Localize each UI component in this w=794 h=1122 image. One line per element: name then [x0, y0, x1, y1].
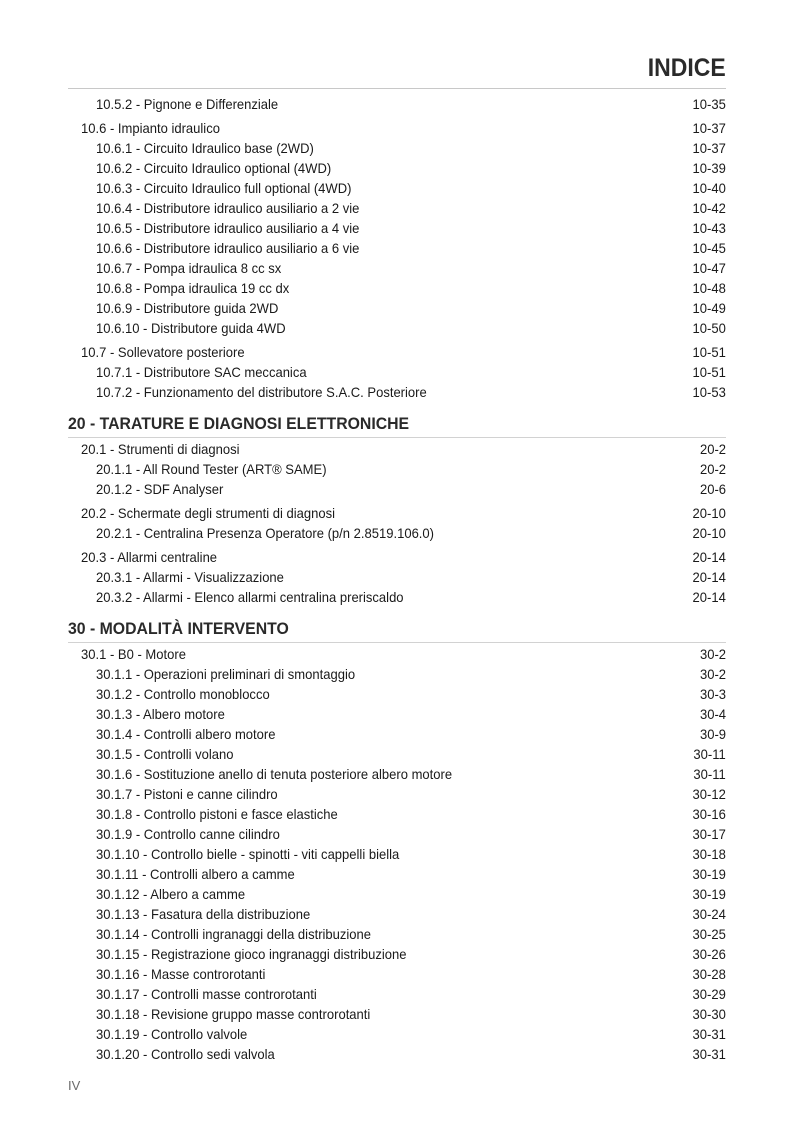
toc-entry-title: 30.1.11 - Controlli albero a camme	[96, 866, 295, 882]
toc-entry-title: 20.3 - Allarmi centraline	[81, 549, 218, 565]
toc-entry-page: 10-51	[692, 364, 726, 380]
toc-entry-page: 30-2	[699, 666, 726, 682]
toc-entry-title: 20.1.1 - All Round Tester (ART® SAME)	[96, 461, 327, 477]
toc-entry-title: 30.1.14 - Controlli ingranaggi della distribuzione	[96, 926, 372, 942]
toc-entry-title: 10.6.10 - Distributore guida 4WD	[96, 320, 286, 336]
toc-entry-level2[interactable]	[0, 479, 794, 499]
toc-entry-level2[interactable]	[0, 784, 794, 804]
toc-entry-title: 10.7.1 - Distributore SAC meccanica	[96, 364, 307, 380]
toc-entry-page: 10-37	[692, 120, 726, 136]
toc-entry-title: 30.1.20 - Controllo sedi valvola	[96, 1046, 275, 1062]
toc-entry-level2[interactable]	[0, 804, 794, 824]
toc-entry-page: 10-47	[692, 260, 726, 276]
section-divider	[68, 642, 726, 643]
toc-entry-level2[interactable]	[0, 924, 794, 944]
toc-entry-page: 30-11	[693, 766, 726, 782]
toc-section-title: 20 - TARATURE E DIAGNOSI ELETTRONICHE	[68, 414, 410, 433]
toc-entry-level2[interactable]	[0, 382, 794, 402]
toc-entry-level1[interactable]	[0, 644, 794, 664]
page-number: IV	[68, 1078, 81, 1093]
toc-entry-page: 20-10	[692, 505, 726, 521]
toc-entry-level1[interactable]	[0, 439, 794, 459]
toc-entry-level2[interactable]	[0, 298, 794, 318]
toc-entry-title: 30.1 - B0 - Motore	[81, 646, 186, 662]
toc-entry-page: 30-26	[692, 946, 726, 962]
toc-entry-title: 20.1.2 - SDF Analyser	[96, 481, 224, 497]
toc-entry-page: 30-29	[692, 986, 726, 1002]
toc-entry-level2[interactable]	[0, 704, 794, 724]
toc-entry-page: 30-16	[692, 806, 726, 822]
title-divider	[68, 88, 726, 89]
toc-entry-level1[interactable]	[0, 503, 794, 523]
toc-entry-level2[interactable]	[0, 724, 794, 744]
toc-entry-page: 20-14	[692, 549, 726, 565]
toc-entry-title: 10.6.6 - Distributore idraulico ausiliario a 6 vie	[96, 240, 360, 256]
toc-entry-title: 10.6.3 - Circuito Idraulico full optional (4WD)	[96, 180, 352, 196]
toc-entry-level2[interactable]	[0, 258, 794, 278]
toc-entry-title: 20.3.1 - Allarmi - Visualizzazione	[96, 569, 284, 585]
toc-entry-level2[interactable]	[0, 744, 794, 764]
toc-entry-level2[interactable]	[0, 459, 794, 479]
toc-entry-level2[interactable]	[0, 523, 794, 543]
toc-entry-level2[interactable]	[0, 824, 794, 844]
toc-section-heading	[0, 411, 794, 437]
toc-entry-title: 30.1.1 - Operazioni preliminari di smontaggio	[96, 666, 356, 682]
page-title: INDICE	[648, 54, 726, 82]
toc-entry-page: 30-24	[692, 906, 726, 922]
toc-section-heading	[0, 616, 794, 642]
toc-entry-page: 30-12	[692, 786, 726, 802]
toc-entry-page: 10-43	[692, 220, 726, 236]
toc-entry-title: 30.1.4 - Controlli albero motore	[96, 726, 276, 742]
toc-entry-page: 10-51	[692, 344, 726, 360]
toc-entry-title: 30.1.6 - Sostituzione anello di tenuta posteriore albero motore	[96, 766, 453, 782]
toc-entry-level2[interactable]	[0, 944, 794, 964]
toc-entry-page: 10-48	[692, 280, 726, 296]
toc-entry-page: 30-3	[699, 686, 726, 702]
toc-entry-title: 10.7.2 - Funzionamento del distributore S.A.C. Posteriore	[96, 384, 427, 400]
toc-entry-page: 10-49	[692, 300, 726, 316]
toc-entry-level2[interactable]	[0, 318, 794, 338]
toc-entry-page: 30-31	[692, 1046, 726, 1062]
toc-entry-level2[interactable]	[0, 1024, 794, 1044]
toc-entry-level2[interactable]	[0, 158, 794, 178]
toc-entry-page: 20-2	[699, 441, 726, 457]
toc-entry-page: 30-31	[692, 1026, 726, 1042]
toc-entry-title: 30.1.10 - Controllo bielle - spinotti - viti cappelli biella	[96, 846, 400, 862]
toc-entry-title: 30.1.15 - Registrazione gioco ingranaggi distribuzione	[96, 946, 407, 962]
toc-entry-level2[interactable]	[0, 664, 794, 684]
toc-entry-page: 10-40	[692, 180, 726, 196]
toc-entry-title: 30.1.7 - Pistoni e canne cilindro	[96, 786, 278, 802]
toc-entry-level2[interactable]	[0, 567, 794, 587]
toc-entry-page: 20-10	[692, 525, 726, 541]
toc-entry-page: 10-42	[692, 200, 726, 216]
section-divider	[68, 437, 726, 438]
toc-entry-page: 10-35	[692, 96, 726, 112]
toc-entry-level2[interactable]	[0, 587, 794, 607]
toc-entry-page: 30-17	[692, 826, 726, 842]
toc-entry-page: 30-2	[699, 646, 726, 662]
toc-entry-page: 10-45	[692, 240, 726, 256]
toc-entry-title: 30.1.18 - Revisione gruppo masse controrotanti	[96, 1006, 371, 1022]
toc-entry-level2[interactable]	[0, 984, 794, 1004]
toc-entry-page: 30-28	[692, 966, 726, 982]
toc-entry-page: 20-2	[699, 461, 726, 477]
toc-entry-level2[interactable]	[0, 238, 794, 258]
toc-entry-level1[interactable]	[0, 118, 794, 138]
toc-entry-page: 30-25	[692, 926, 726, 942]
toc-entry-level2[interactable]	[0, 94, 794, 114]
toc-entry-title: 10.6.1 - Circuito Idraulico base (2WD)	[96, 140, 314, 156]
toc-entry-title: 30.1.12 - Albero a camme	[96, 886, 246, 902]
toc-entry-page: 30-11	[693, 746, 726, 762]
table-of-contents	[0, 94, 794, 1064]
toc-entry-page: 20-14	[692, 569, 726, 585]
toc-entry-title: 30.1.17 - Controlli masse controrotanti	[96, 986, 317, 1002]
toc-entry-title: 10.7 - Sollevatore posteriore	[81, 344, 245, 360]
toc-entry-page: 30-19	[692, 886, 726, 902]
toc-entry-level2[interactable]	[0, 844, 794, 864]
toc-entry-level2[interactable]	[0, 1004, 794, 1024]
toc-entry-page: 30-18	[692, 846, 726, 862]
toc-entry-page: 30-4	[699, 706, 726, 722]
toc-entry-level2[interactable]	[0, 764, 794, 784]
toc-entry-level2[interactable]	[0, 138, 794, 158]
toc-entry-page: 20-14	[692, 589, 726, 605]
toc-entry-page: 10-37	[692, 140, 726, 156]
toc-entry-page: 30-9	[699, 726, 726, 742]
toc-entry-title: 30.1.9 - Controllo canne cilindro	[96, 826, 280, 842]
toc-entry-page: 10-50	[692, 320, 726, 336]
toc-entry-level2[interactable]	[0, 904, 794, 924]
toc-entry-level2[interactable]	[0, 178, 794, 198]
toc-entry-title: 20.3.2 - Allarmi - Elenco allarmi centralina preriscaldo	[96, 589, 404, 605]
toc-entry-level1[interactable]	[0, 342, 794, 362]
toc-entry-title: 30.1.13 - Fasatura della distribuzione	[96, 906, 311, 922]
toc-entry-level2[interactable]	[0, 884, 794, 904]
toc-entry-level2[interactable]	[0, 218, 794, 238]
toc-entry-title: 10.6.5 - Distributore idraulico ausiliario a 4 vie	[96, 220, 360, 236]
toc-entry-title: 10.6.8 - Pompa idraulica 19 cc dx	[96, 280, 290, 296]
toc-section-title: 30 - MODALITÀ INTERVENTO	[68, 619, 289, 638]
toc-entry-title: 10.5.2 - Pignone e Differenziale	[96, 96, 279, 112]
toc-entry-title: 10.6 - Impianto idraulico	[81, 120, 220, 136]
toc-entry-title: 30.1.8 - Controllo pistoni e fasce elastiche	[96, 806, 338, 822]
toc-entry-title: 20.2 - Schermate degli strumenti di diagnosi	[81, 505, 336, 521]
toc-entry-title: 30.1.16 - Masse controrotanti	[96, 966, 266, 982]
toc-entry-title: 30.1.19 - Controllo valvole	[96, 1026, 248, 1042]
toc-entry-title: 30.1.3 - Albero motore	[96, 706, 225, 722]
toc-entry-title: 10.6.7 - Pompa idraulica 8 cc sx	[96, 260, 282, 276]
toc-entry-title: 20.2.1 - Centralina Presenza Operatore (p/n 2.8519.106.0)	[96, 525, 435, 541]
toc-entry-page: 30-30	[692, 1006, 726, 1022]
toc-entry-level2[interactable]	[0, 1044, 794, 1064]
toc-entry-page: 10-53	[692, 384, 726, 400]
toc-entry-level2[interactable]	[0, 362, 794, 382]
toc-entry-level2[interactable]	[0, 684, 794, 704]
toc-entry-level2[interactable]	[0, 198, 794, 218]
toc-entry-page: 10-39	[692, 160, 726, 176]
toc-entry-title: 10.6.2 - Circuito Idraulico optional (4WD)	[96, 160, 332, 176]
toc-entry-title: 30.1.2 - Controllo monoblocco	[96, 686, 270, 702]
toc-entry-page: 20-6	[699, 481, 726, 497]
toc-entry-level2[interactable]	[0, 278, 794, 298]
toc-entry-level2[interactable]	[0, 964, 794, 984]
toc-entry-title: 10.6.9 - Distributore guida 2WD	[96, 300, 279, 316]
toc-entry-title: 30.1.5 - Controlli volano	[96, 746, 234, 762]
toc-entry-level1[interactable]	[0, 547, 794, 567]
toc-entry-title: 10.6.4 - Distributore idraulico ausiliario a 2 vie	[96, 200, 360, 216]
toc-entry-level2[interactable]	[0, 864, 794, 884]
toc-entry-title: 20.1 - Strumenti di diagnosi	[81, 441, 240, 457]
toc-entry-page: 30-19	[692, 866, 726, 882]
